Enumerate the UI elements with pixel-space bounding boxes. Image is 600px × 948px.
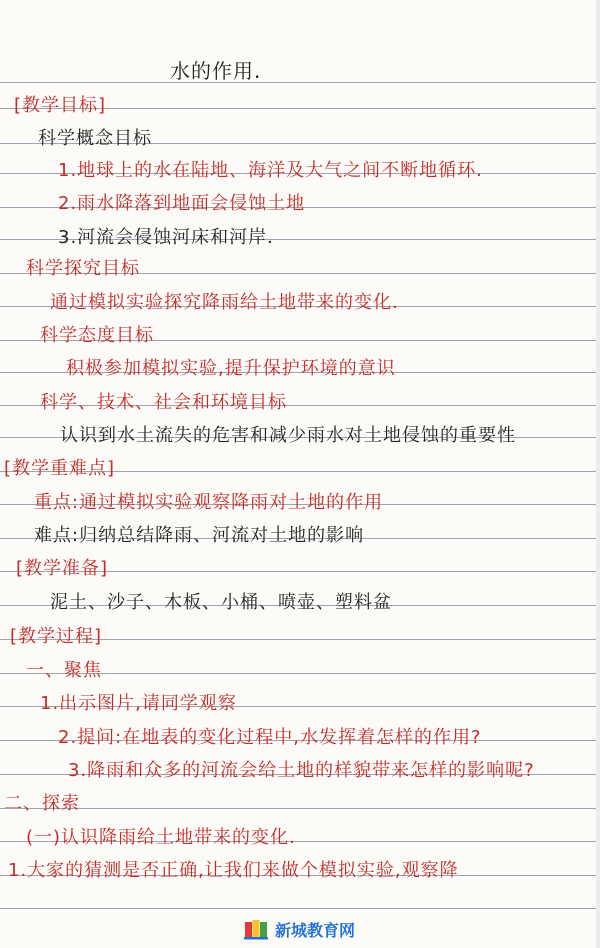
text-line: 难点:归纳总结降雨、河流对土地的影响 <box>34 525 365 546</box>
text-line: 重点:通过模拟实验观察降雨对土地的作用 <box>34 492 384 513</box>
text-line: 积极参加模拟实验,提升保护环境的意识 <box>66 358 396 379</box>
text-line: [教学目标] <box>14 95 107 116</box>
text-line: 科学态度目标 <box>40 325 154 346</box>
text-line: 3.降雨和众多的河流会给土地的样貌带来怎样的影响呢? <box>68 760 535 781</box>
footer-watermark <box>243 918 355 940</box>
text-line: [教学准备] <box>16 558 109 579</box>
text-line: 1.出示图片,请同学观察 <box>40 693 237 714</box>
text-line: 认识到水土流失的危害和减少雨水对土地侵蚀的重要性 <box>60 425 516 446</box>
text-line: (一)认识降雨给土地带来的变化. <box>26 827 296 848</box>
text-line: 通过模拟实验探究降雨给土地带来的变化. <box>50 292 399 313</box>
text-line: 泥土、沙子、木板、小桶、喷壶、塑料盆 <box>50 592 392 613</box>
text-line: 1.地球上的水在陆地、海洋及大气之间不断地循环. <box>58 160 483 181</box>
site-name: 新城教育网 <box>275 920 356 940</box>
text-line: 科学探究目标 <box>26 258 140 279</box>
text-line: 2.雨水降落到地面会侵蚀土地 <box>58 193 306 214</box>
ruled-line <box>0 82 600 83</box>
text-line: 1.大家的猜测是否正确,让我们来做个模拟实验,观察降 <box>8 860 459 881</box>
page-title: 水的作用. <box>170 59 262 83</box>
book-logo-icon <box>243 918 269 940</box>
text-line: 2.提问:在地表的变化过程中,水发挥着怎样的作用? <box>58 727 482 748</box>
text-line: 科学、技术、社会和环境目标 <box>40 392 287 413</box>
text-line: [教学重难点] <box>4 458 116 479</box>
text-line: 二、探索 <box>4 793 80 814</box>
text-line: 3.河流会侵蚀河床和河岸. <box>58 227 274 248</box>
ruled-line <box>0 808 600 809</box>
text-line: 科学概念目标 <box>38 128 152 149</box>
text-line: 一、聚焦 <box>26 660 102 681</box>
ruled-line <box>0 908 600 909</box>
text-line: [教学过程] <box>10 626 103 647</box>
page-edge <box>596 0 600 948</box>
